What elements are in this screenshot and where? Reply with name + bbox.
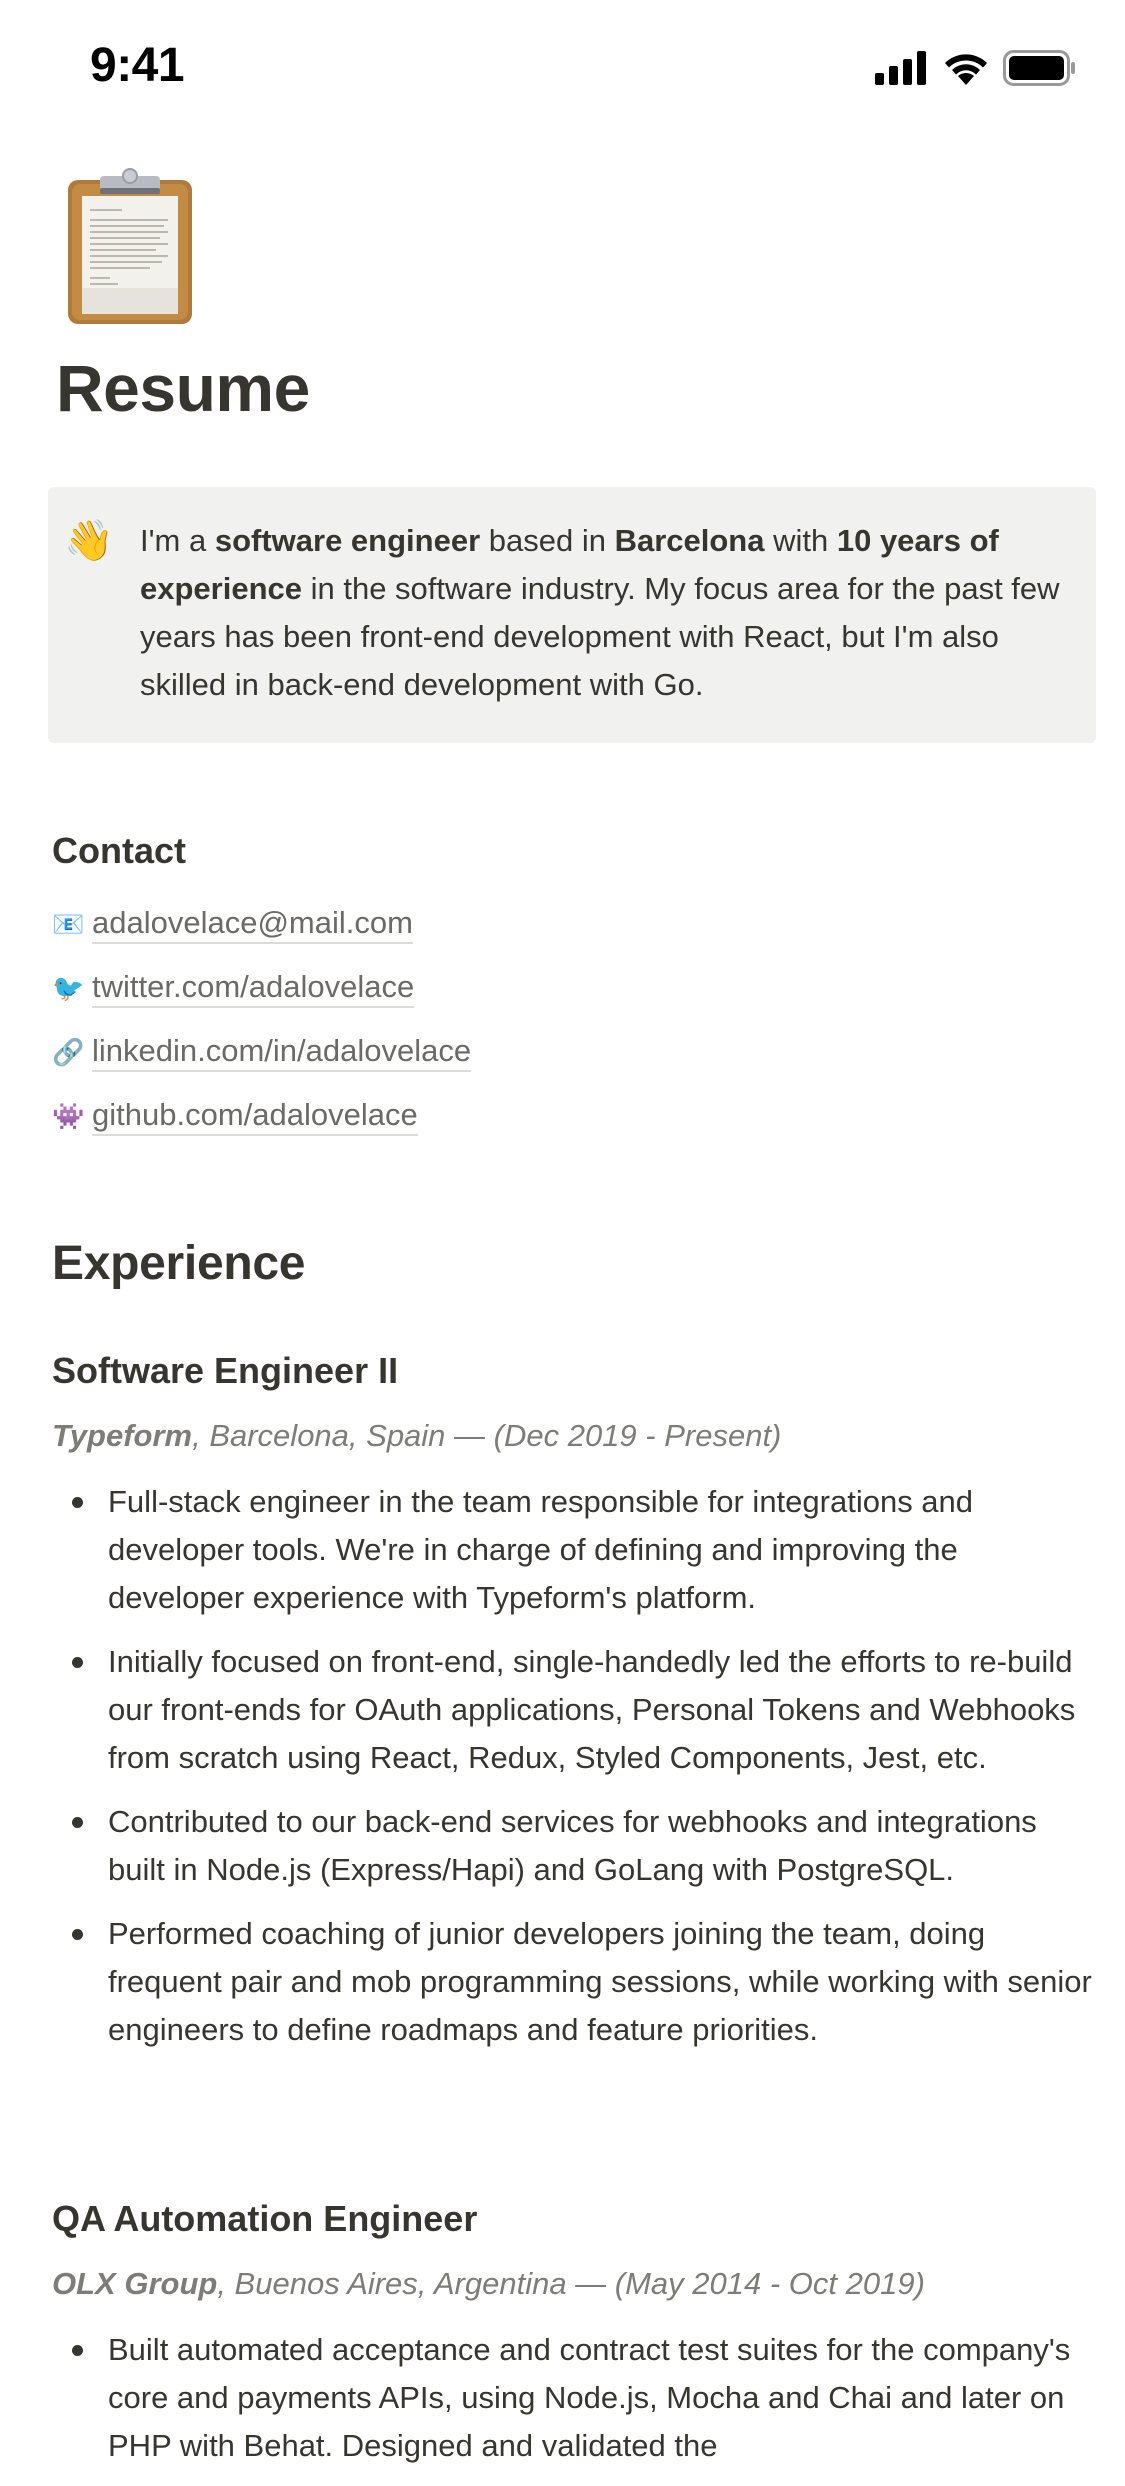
contact-linkedin-link[interactable] [52,1020,471,1084]
job-title: Software Engineer II [52,1350,399,1391]
contact-list [52,892,471,1148]
twitter-bird-icon: 🐦 [52,972,85,1003]
intro-callout [48,487,1096,743]
contact-github-link[interactable] [52,1084,471,1148]
contact-heading: Contact [52,830,186,871]
contact-linkedin-text[interactable]: linkedin.com/in/adalovelace [92,1032,471,1072]
status-bar [0,0,1125,132]
job-title: QA Automation Engineer [52,2198,478,2239]
experience-heading: Experience [52,1237,306,1290]
list-item: Full-stack engineer in the team responsible for integrations and developer tools. We're in charge of defining and improving the developer experience with Typeform's platform. [52,1478,1092,1622]
job-bullets [52,2326,1092,2486]
cellular-signal-icon [875,51,929,85]
contact-email-link[interactable] [52,892,471,956]
wifi-icon [943,51,989,85]
link-icon: 🔗 [52,1036,85,1067]
email-icon: 📧 [52,908,85,939]
contact-twitter-text[interactable]: twitter.com/adalovelace [92,968,414,1008]
job-bullets [52,1478,1092,2070]
clipboard-icon [60,168,200,326]
alien-monster-icon: 👾 [52,1100,85,1131]
job-meta [52,2266,925,2302]
list-item: Initially focused on front-end, single-handedly led the efforts to re-build our front-ends for OAuth applications, Personal Tokens and Webhooks from scratch using React, Redux, Styled Components, Jest, etc. [52,1638,1092,1782]
status-icons [875,48,1077,88]
waving-hand-icon: 👋 [64,519,114,563]
job-details: , Buenos Aires, Argentina — (May 2014 - Oct 2019) [217,2266,925,2301]
intro-text: I'm a software engineer based in Barcelona with 10 years of experience in the software industry. My focus area for the past few years has been front-end development with React, but I'm also skilled in back-end development with Go. [140,523,1060,702]
list-item: Performed coaching of junior developers joining the team, doing frequent pair and mob programming sessions, while working with senior engineers to define roadmaps and feature priorities. [52,1910,1092,2054]
job-meta [52,1418,781,1454]
job-company: OLX Group [52,2266,218,2301]
list-item: Contributed to our back-end services for webhooks and integrations built in Node.js (Express/Hapi) and GoLang with PostgreSQL. [52,1798,1092,1894]
battery-icon [1003,50,1077,86]
contact-twitter-link[interactable] [52,956,471,1020]
contact-github-text[interactable]: github.com/adalovelace [92,1096,418,1136]
job-company: Typeform [52,1418,193,1453]
list-item: Built automated acceptance and contract test suites for the company's core and payments APIs, using Node.js, Mocha and Chai and later on PHP with Behat. Designed and validated the [52,2326,1092,2470]
status-time: 9:41 [90,39,185,92]
contact-email-text[interactable]: adalovelace@mail.com [92,904,413,944]
page-title: Resume [56,351,310,425]
job-details: , Barcelona, Spain — (Dec 2019 - Present) [192,1418,782,1453]
